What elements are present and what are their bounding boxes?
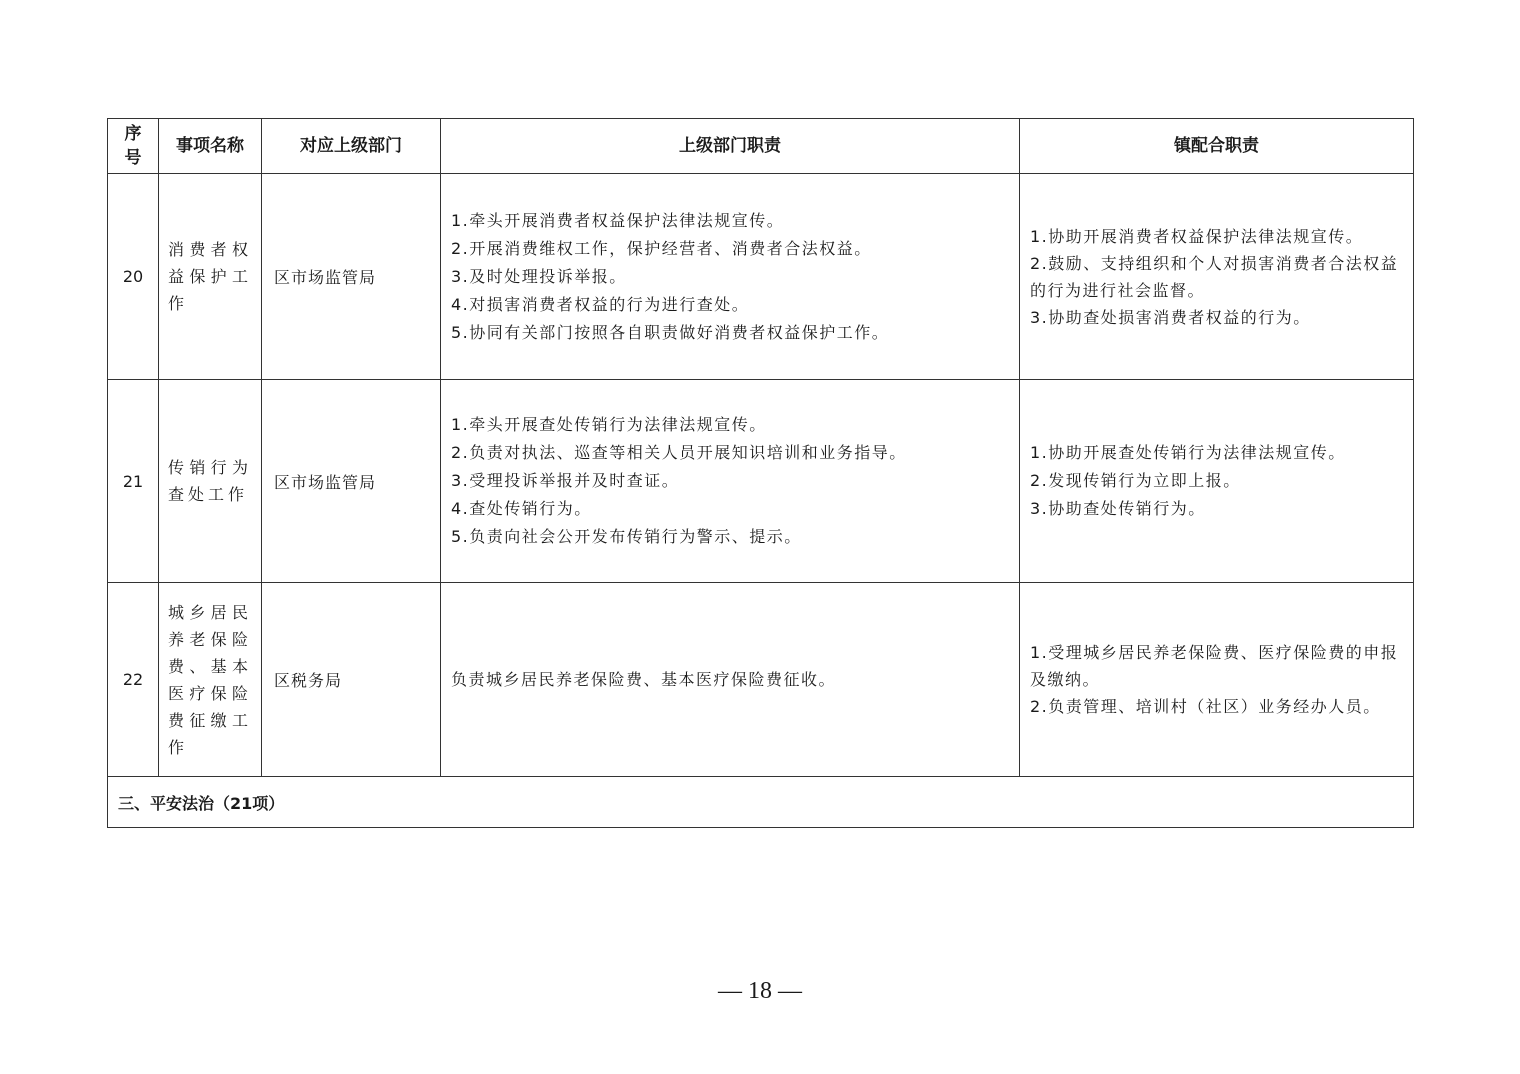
duty-line: 1.牵头开展查处传销行为法律法规宣传。 (451, 415, 767, 434)
duty-line: 3.协助查处损害消费者权益的行为。 (1030, 307, 1311, 327)
row-upper-dept: 区税务局 (262, 583, 441, 777)
duty-line: 1.协助开展查处传销行为法律法规宣传。 (1030, 443, 1346, 462)
duty-table (107, 118, 1414, 828)
duty-line: 3.协助查处传销行为。 (1030, 499, 1206, 518)
header-item-name: 事项名称 (159, 119, 262, 174)
row-upper-dept: 区市场监管局 (262, 174, 441, 380)
duty-line: 4.查处传销行为。 (451, 499, 592, 518)
duty-line: 1.协助开展消费者权益保护法律法规宣传。 (1030, 226, 1364, 246)
table-row (108, 583, 1414, 777)
row-upper-duties (441, 380, 1020, 583)
row-item-name: 传销行为查处工作 (159, 380, 262, 583)
duty-line: 负责城乡居民养老保险费、基本医疗保险费征收。 (451, 669, 837, 689)
row-item-name: 消费者权益保护工作 (159, 174, 262, 380)
table-header-row (108, 119, 1414, 174)
duty-line: 2.鼓励、支持组织和个人对损害消费者合法权益的行为进行社会监督。 (1030, 253, 1399, 300)
header-seq (108, 119, 159, 174)
row-upper-duties (441, 174, 1020, 380)
section-heading: 三、平安法治（21项） (108, 777, 1414, 828)
duty-line: 3.受理投诉举报并及时查证。 (451, 471, 680, 490)
header-upper-duties: 上级部门职责 (441, 119, 1020, 174)
row-seq: 20 (108, 174, 159, 380)
duty-line: 2.发现传销行为立即上报。 (1030, 471, 1241, 490)
header-town-duties: 镇配合职责 (1020, 119, 1414, 174)
duty-line: 4.对损害消费者权益的行为进行查处。 (451, 294, 750, 314)
page-number: — 18 — (718, 978, 802, 1004)
duty-line: 2.开展消费维权工作，保护经营者、消费者合法权益。 (451, 238, 872, 258)
duty-line: 5.协同有关部门按照各自职责做好消费者权益保护工作。 (451, 322, 890, 342)
duty-line: 2.负责管理、培训村（社区）业务经办人员。 (1030, 697, 1381, 716)
row-town-duties (1020, 583, 1414, 777)
header-upper-dept: 对应上级部门 (262, 119, 441, 174)
duty-line: 5.负责向社会公开发布传销行为警示、提示。 (451, 527, 802, 546)
header-seq-bottom: 号 (124, 148, 142, 168)
duty-line: 1.牵头开展消费者权益保护法律法规宣传。 (451, 210, 785, 230)
duty-line: 1.受理城乡居民养老保险费、医疗保险费的申报及缴纳。 (1030, 643, 1399, 689)
row-item-name: 城乡居民养老保险费、基本医疗保险费征缴工作 (159, 583, 262, 777)
row-upper-dept: 区市场监管局 (262, 380, 441, 583)
duty-line: 2.负责对执法、巡查等相关人员开展知识培训和业务指导。 (451, 443, 907, 462)
row-upper-duties (441, 583, 1020, 777)
table-row (108, 174, 1414, 380)
duty-line: 3.及时处理投诉举报。 (451, 266, 627, 286)
row-seq: 22 (108, 583, 159, 777)
row-seq: 21 (108, 380, 159, 583)
row-town-duties (1020, 380, 1414, 583)
section-heading-row (108, 777, 1414, 828)
table-row (108, 380, 1414, 583)
header-seq-top: 序 (124, 124, 142, 144)
row-town-duties (1020, 174, 1414, 380)
